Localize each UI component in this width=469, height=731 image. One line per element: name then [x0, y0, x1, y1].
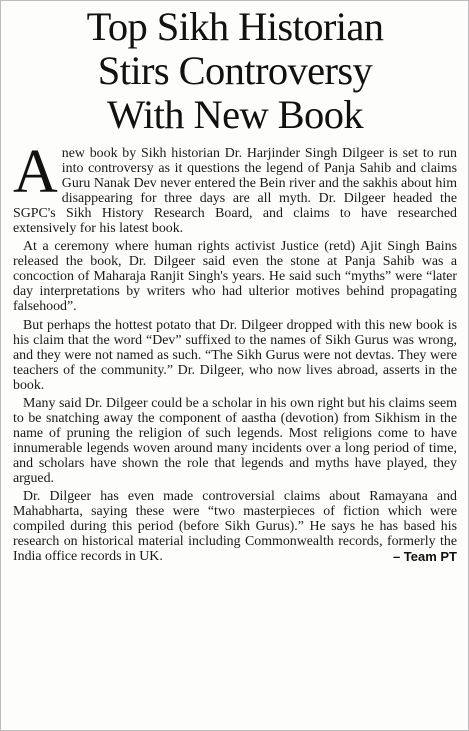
headline-line-1: Top Sikh Historian [86, 4, 384, 49]
headline-line-3: With New Book [106, 92, 364, 137]
paragraph-3: But perhaps the hottest potato that Dr. Dilgeer dropped with this new book is his claim that the word “Dev” suffixed to the names of Sikh Gurus was wrong, and they were not named as such. “The Sikh Gurus were not devtas. They were teachers of the community.” Dr. Dilgeer, who now lives abroad, asserts in the book. [13, 317, 457, 393]
article-body [13, 138, 457, 565]
drop-cap: A [13, 138, 58, 206]
paragraph-5 [13, 489, 457, 564]
paragraph-1-text: new book by Sikh historian Dr. Harjinder Singh Dilgeer is set to run into controversy as it questions the legend of Panja Sahib and claims Guru Nanak Dev never entered the Bein river and the sakhis about him disappearing for three days are all myth. Dr. Dilgeer headed the SGPC's Sikh History Research Board, and claims to have researched extensively for his latest book. [13, 146, 457, 237]
paragraph-1 [13, 138, 457, 237]
paragraph-5-text: Dr. Dilgeer has even made controversial claims about Ramayana and Mahabharta, saying these were “two masterpieces of fiction which were compiled during this period (before Sikh Gurus).” He says he has based his research on historical material including Commonwealth records, formerly the India office records in UK. [13, 489, 457, 565]
headline-line-2: Stirs Controversy [97, 48, 373, 93]
author-signoff: – Team PT [392, 549, 457, 565]
paragraph-2: At a ceremony where human rights activist Justice (retd) Ajit Singh Bains released the book, Dr. Dilgeer said even the stone at Panja Sahib was a concoction of Maharaja Ranjit Singh's years. He said such “myths” were “later day interpretations by writers who had ulterior motives behind propagating falsehood”. [13, 239, 457, 315]
paragraph-4: Many said Dr. Dilgeer could be a scholar in his own right but his claims seem to be snatching away the component of aastha (devotion) from Sikhism in the name of pruning the religion of such legends. Most religions come to have innumerable legends woven around many incidents over a long period of time, and scholars have shown the role that legends and myths have played, they argued. [13, 395, 457, 486]
headline [13, 5, 457, 137]
